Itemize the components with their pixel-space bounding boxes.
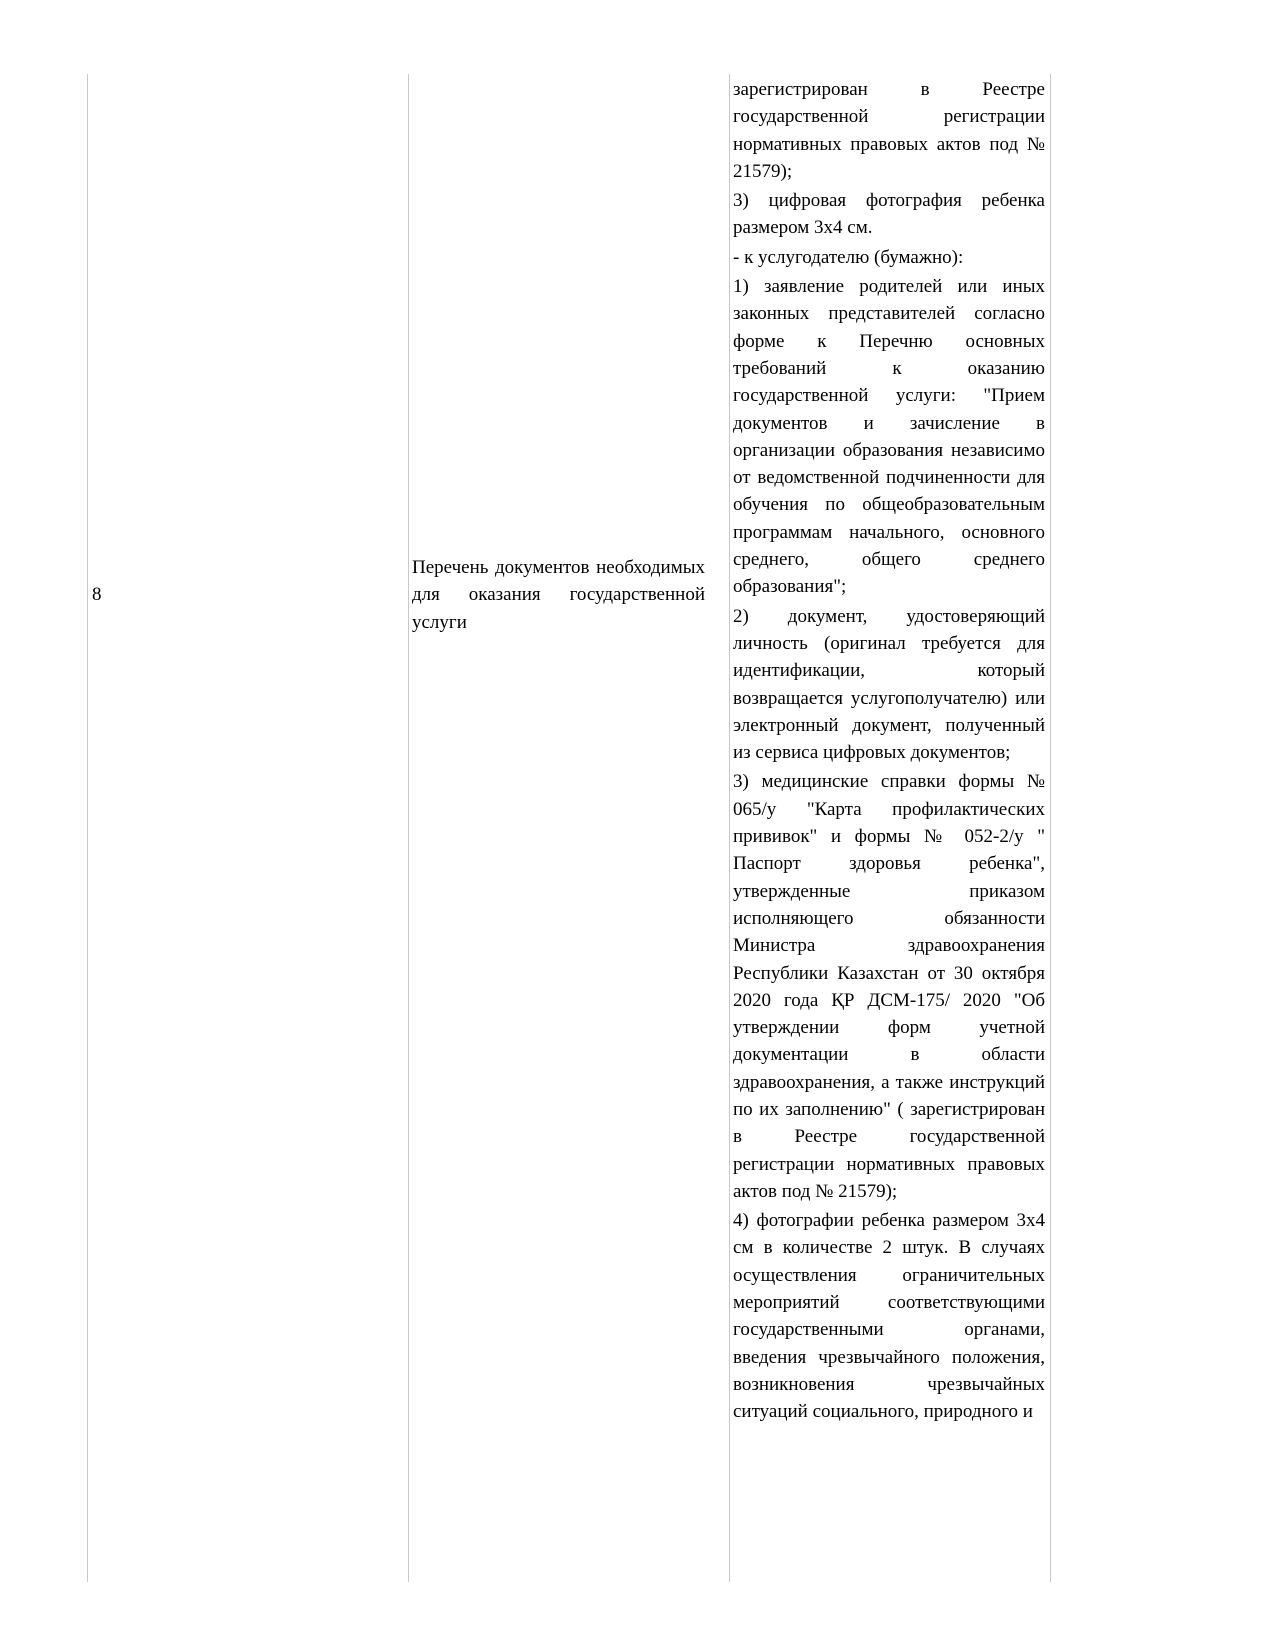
documents-list-cell [733,76,1045,1428]
doc-paragraph: 3) медицинские справки формы № 065/у "Карта профилактических прививок" и формы № 052-2/у " Паспорт здоровья ребенка", утвержденные приказом исполняющего обязанности Министра здравоохранения Республики Казахстан от 30 октября 2020 года ҚР ДСМ-175/ 2020 "Об утверждении форм учетной документации в области здравоохранения, а также инструкций по их заполнению" ( зарегистрирован в Реестре государственной регистрации нормативных правовых актов под № 21579); [733,771,1045,1202]
table-border-col-2 [408,74,409,1582]
table-border-right [1050,74,1051,1582]
doc-paragraph: 3) цифровая фотография ребенка размером 3х4 см. [733,190,1045,239]
doc-paragraph: - к услугодателю (бумажно): [733,246,964,268]
doc-paragraph: 1) заявление родителей или иных законных представителей согласно форме к Перечню основных требований к оказанию государственной услуги: "Прием документов и зачисление в организации образования независимо от ведомственной подчиненности для обучения по общеобразовательным программам начального, основного среднего, общего среднего образования"; [733,276,1045,598]
table-border-left [87,74,88,1582]
doc-paragraph: зарегистрирован в Реестре государственной регистрации нормативных правовых актов под № 21579); [733,79,1045,182]
doc-paragraph: 2) документ, удостоверяющий личность (оригинал требуется для идентификации, который возвращается услугополучателю) или электронный документ, полученный из сервиса цифровых документов; [733,605,1045,764]
item-name-cell: Перечень документов необходимых для оказания государственной услуги [412,557,705,633]
table-border-col-3 [729,74,730,1582]
doc-paragraph: 4) фотографии ребенка размером 3х4 см в количестве 2 штук. В случаях осуществления ограничительных мероприятий соответствующими государственными органами, введения чрезвычайного положения, возникновения чрезвычайных ситуаций социального, природного и [733,1210,1045,1423]
row-number-cell: 8 [92,584,102,605]
